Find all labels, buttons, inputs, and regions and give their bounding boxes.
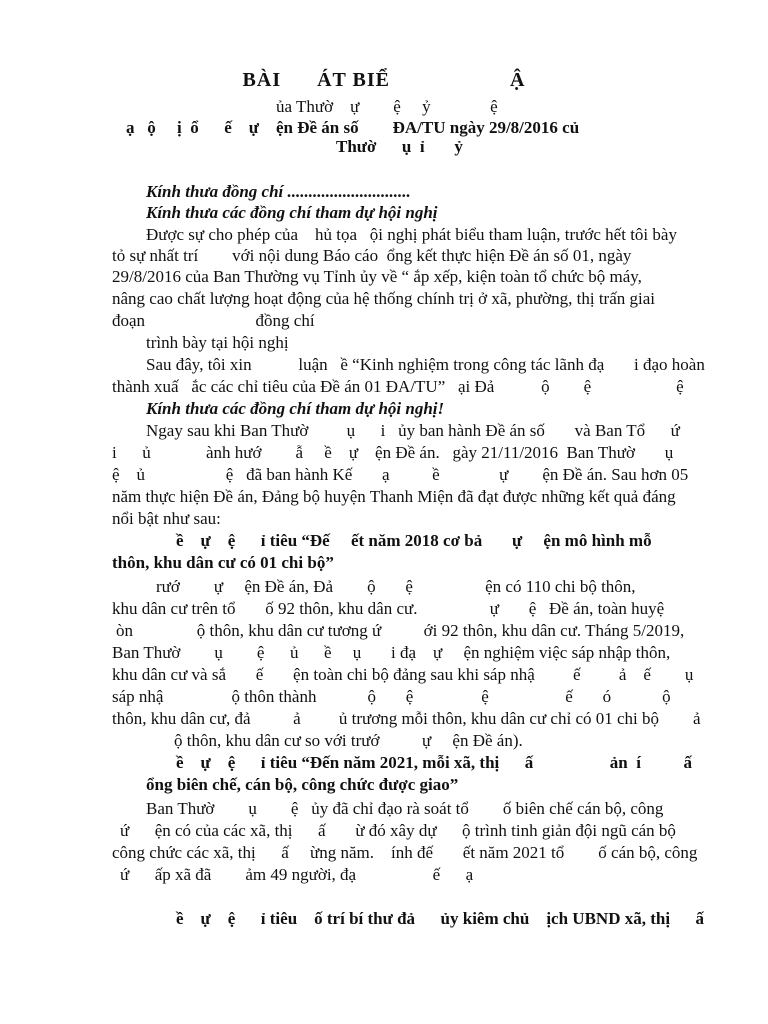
paragraph-line: ứ ện có của các xã, thị ấ ừ đó xây dự ộ trình tinh giản đội ngũ cán bộ: [120, 821, 676, 840]
paragraph-line: òn ộ thôn, khu dân cư tương ứ ới 92 thôn, khu dân cư. Tháng 5/2019,: [116, 621, 685, 640]
paragraph-line: Sau đây, tôi xin luận ề “Kinh nghiệm trong công tác lãnh đạ i đạo hoàn: [146, 355, 705, 374]
paragraph-line: 29/8/2016 của Ban Thường vụ Tỉnh ủy về “ ắp xếp, kiện toàn tổ chức bộ máy,: [112, 267, 642, 286]
paragraph-line: năm thực hiện Đề án, Đảng bộ huyện Thanh Miện đã đạt được những kết quả đáng: [112, 487, 676, 506]
paragraph-line: Ban Thườ ụ ệ ủy đã chỉ đạo rà soát tổ ố biên chế cán bộ, công: [146, 799, 664, 818]
paragraph-line: sáp nhậ ộ thôn thành ộ ệ ệ ế ó ộ: [112, 687, 671, 706]
section-heading-2: ề ự ệ ỉ tiêu “Đến năm 2021, mỗi xã, thị ấ ản í ấ: [176, 753, 692, 772]
subtitle: ủa Thườ ự ệ ỷ ệ: [276, 97, 498, 116]
page-title: BÀI ÁT BIỂ Ậ: [242, 69, 526, 91]
heading-line-1: ạ ộ ị ổ ế ự ện Đề án số ĐA/TU ngày 29/8/2016 củ: [126, 118, 580, 137]
paragraph-line: Được sự cho phép của hủ tọa ội nghị phát biểu tham luận, trước hết tôi bày: [146, 225, 677, 244]
paragraph-line: trình bày tại hội nghị: [146, 333, 289, 352]
paragraph-line: Ngay sau khi Ban Thườ ụ i ủy ban hành Đề án số và Ban Tổ ứ: [146, 421, 680, 440]
paragraph-line: công chức các xã, thị ấ ừng năm. ính đế ết năm 2021 tổ ố cán bộ, công: [112, 843, 698, 862]
paragraph-line: thành xuấ ắc các chỉ tiêu của Đề án 01 ĐA/TU” ại Đả ộ ệ ệ: [112, 377, 684, 396]
section-heading-1-cont: thôn, khu dân cư có 01 chi bộ”: [112, 553, 334, 572]
heading-line-2: Thườ ụ ỉ ỷ: [336, 137, 463, 156]
paragraph-line: ứ ấp xã đã ảm 49 người, đạ ế ạ: [120, 865, 474, 884]
salutation-2: Kính thưa các đồng chí tham dự hội nghị: [146, 203, 438, 222]
paragraph-line: nâng cao chất lượng hoạt động của hệ thống chính trị ở xã, phường, thị trấn giai: [112, 289, 655, 308]
paragraph-line: khu dân cư trên tổ ố 92 thôn, khu dân cư. ự ệ Đề án, toàn huyệ: [112, 599, 665, 618]
section-heading-1: ề ự ệ ỉ tiêu “Đế ết năm 2018 cơ bả ự ện mô hình mỗ: [176, 531, 652, 550]
section-heading-2-cont: ổng biên chế, cán bộ, công chức được giao”: [146, 775, 459, 794]
paragraph-line: tỏ sự nhất trí với nội dung Báo cáo ổng kết thực hiện Đề án số 01, ngày: [112, 246, 632, 265]
paragraph-line: nổi bật như sau:: [112, 509, 221, 528]
paragraph-line: ộ thôn, khu dân cư so với trướ ự ện Đề án).: [174, 731, 523, 750]
paragraph-line: i ủ ành hướ ẫ ề ự ện Đề án. gày 21/11/2016 Ban Thườ ụ: [112, 443, 674, 462]
paragraph-line: rướ ự ện Đề án, Đả ộ ệ ện có 110 chi bộ thôn,: [156, 577, 636, 596]
section-heading-3: ề ự ệ ỉ tiêu ố trí bí thư đả ủy kiêm chủ ịch UBND xã, thị ấ: [176, 909, 705, 928]
paragraph-line: Ban Thườ ụ ệ ủ ề ụ i đạ ự ện nghiệm việc sáp nhập thôn,: [112, 643, 671, 662]
paragraph-line: đoạn đồng chí: [112, 311, 315, 330]
paragraph-line: khu dân cư và sắ ế ện toàn chi bộ đảng sau khi sáp nhậ ế ả ế ụ: [112, 665, 694, 684]
paragraph-line: thôn, khu dân cư, đả ả ủ trương mỗi thôn, khu dân cư chỉ có 01 chi bộ ả: [112, 709, 701, 728]
salutation-1: Kính thưa đồng chí .............................: [146, 182, 411, 201]
salutation-3: Kính thưa các đồng chí tham dự hội nghị!: [146, 399, 445, 418]
paragraph-line: ệ ủ ệ đã ban hành Kế ạ ề ự ện Đề án. Sau hơn 05: [112, 465, 689, 484]
